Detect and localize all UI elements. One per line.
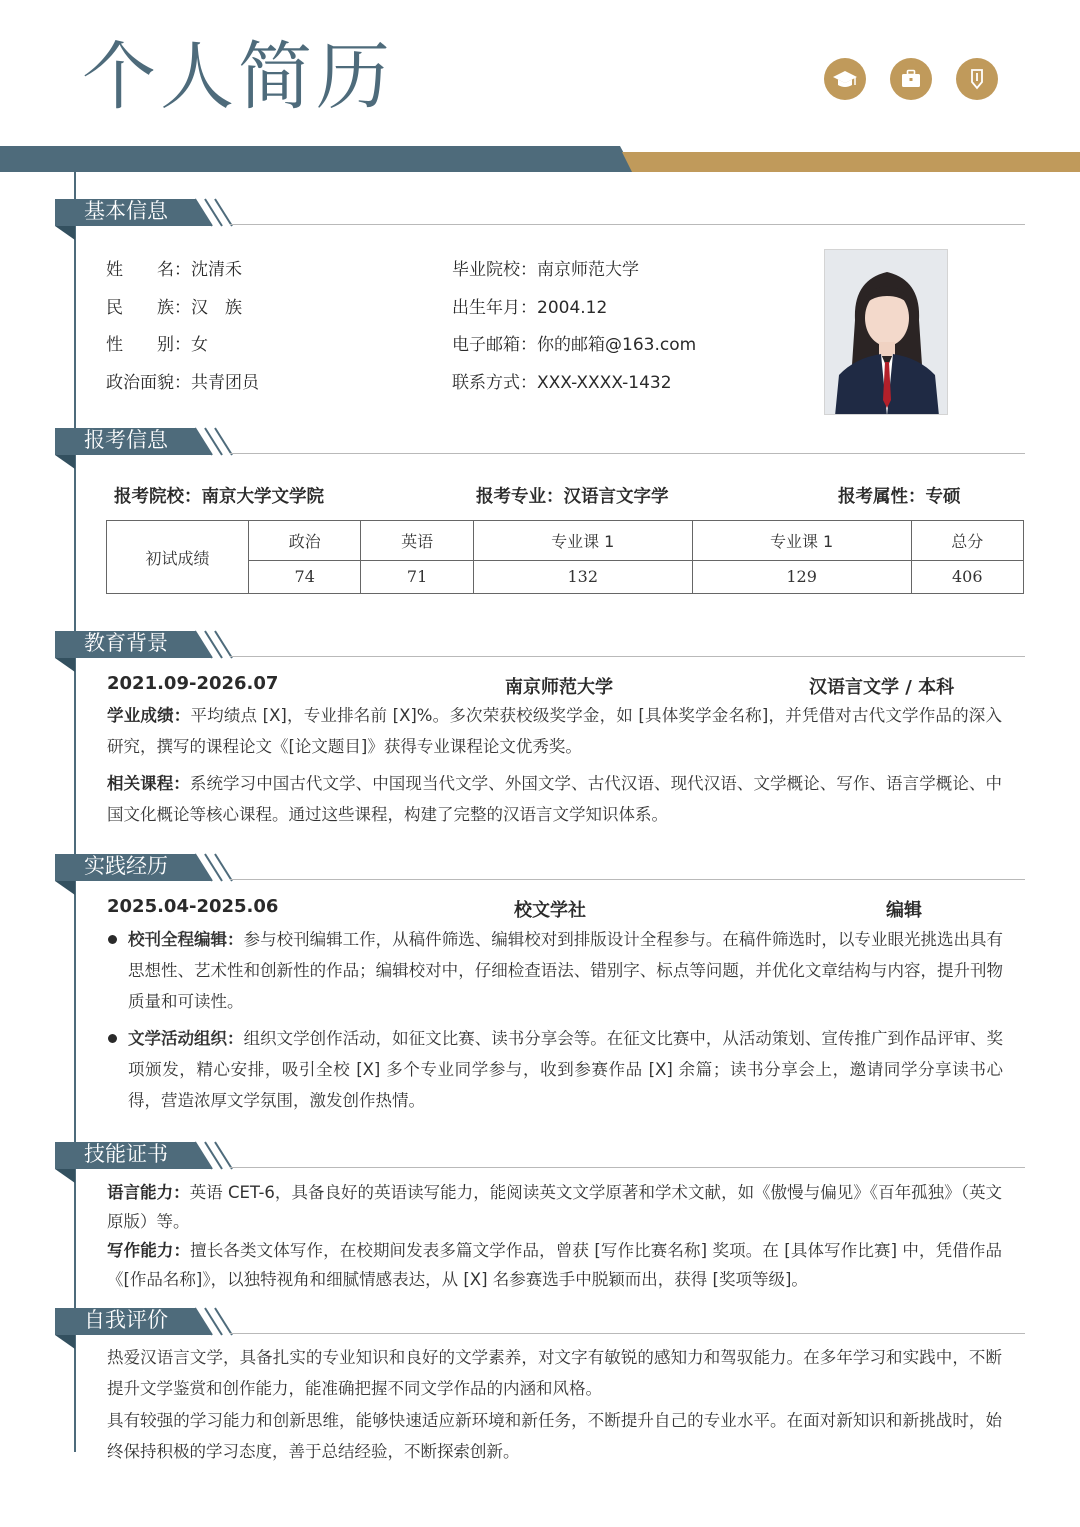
info-label: 毕业院校： xyxy=(452,260,537,280)
para-label: 写作能力： xyxy=(107,1241,191,1260)
profile-photo xyxy=(824,249,948,415)
header-band xyxy=(0,146,1080,172)
score-header: 英语 xyxy=(361,521,473,561)
education-grades xyxy=(107,700,1002,762)
info-value: 汉 族 xyxy=(191,297,242,318)
para-text: 系统学习中国古代文学、中国现当代文学、外国文学、古代汉语、现代汉语、文学概论、写作、语言学概论、中国文化概论等核心课程。通过这些课程，构建了完整的汉语言文学知识体系。 xyxy=(107,774,1003,824)
score-row-label: 初试成绩 xyxy=(107,521,249,594)
section-rule xyxy=(230,879,1025,880)
self-eval-para-1: 热爱汉语言文学，具备扎实的专业知识和良好的文学素养，对文字有敏锐的感知力和驾驭能力。在多年学习和实践中，不断提升文学鉴赏和创作能力，能准确把握不同文学作品的内涵和风格。 xyxy=(107,1348,1002,1398)
score-table xyxy=(106,520,1024,594)
score-header: 专业课 1 xyxy=(473,521,692,561)
para-text: 英语 CET-6，具备良好的英语读写能力，能阅读英文文学原著和学术文献，如《傲慢与偏见》《百年孤独》（英文原版）等。 xyxy=(107,1183,1002,1231)
score-header: 专业课 1 xyxy=(692,521,911,561)
info-value: 共青团员 xyxy=(191,372,259,393)
section-title: 基本信息 xyxy=(84,199,168,223)
graduation-cap-icon xyxy=(824,58,866,100)
section-exam-info xyxy=(55,425,1025,469)
info-row xyxy=(452,365,696,403)
section-skills xyxy=(55,1139,1025,1183)
self-eval-para-2: 具有较强的学习能力和创新思维，能够快速适应新环境和新任务，不断提升自己的专业水平。在面对新知识和新挑战时，始终保持积极的学习态度，善于总结经验，不断探索创新。 xyxy=(107,1411,1002,1461)
info-label: 民 族： xyxy=(106,297,191,318)
education-courses xyxy=(107,768,1002,830)
practice-item xyxy=(108,924,1003,1017)
section-rule xyxy=(230,1167,1025,1168)
info-value: XXX-XXXX-1432 xyxy=(537,372,672,393)
section-rule xyxy=(230,453,1025,454)
info-row xyxy=(106,252,259,290)
practice-item xyxy=(108,1023,1003,1116)
skills-language xyxy=(107,1178,1002,1236)
info-row xyxy=(452,327,696,365)
skills-writing xyxy=(107,1236,1002,1294)
header-icons xyxy=(824,58,998,100)
score-value: 132 xyxy=(473,560,692,593)
info-value: 南京师范大学 xyxy=(537,260,639,280)
section-rule xyxy=(230,224,1025,225)
info-label: 姓 名： xyxy=(106,260,191,280)
briefcase-icon xyxy=(890,58,932,100)
para-text: 组织文学创作活动，如征文比赛、读书分享会等。在征文比赛中，从活动策划、宣传推广到作品评审、奖项颁发，精心安排，吸引全校 [X] 多个专业同学参与，收到参赛作品 [X] 余篇；读书分享会上，邀请同学分享读书心得，营造浓厚文学氛围，激发创作热情。 xyxy=(128,1029,1004,1110)
target-school: 报考院校：南京大学文学院 xyxy=(114,487,324,507)
basic-info-left xyxy=(106,252,259,402)
para-label: 校刊全程编辑： xyxy=(128,930,244,949)
para-label: 相关课程： xyxy=(107,774,190,793)
target-major: 报考专业：汉语言文字学 xyxy=(476,487,669,507)
section-education xyxy=(55,628,1025,672)
info-label: 联系方式： xyxy=(452,372,537,393)
section-title: 实践经历 xyxy=(84,854,168,878)
practice-org: 校文学社 xyxy=(514,900,586,921)
practice-period: 2025.04-2025.06 xyxy=(107,896,279,917)
info-label: 电子邮箱： xyxy=(452,335,537,355)
info-label: 出生年月： xyxy=(452,297,537,318)
info-value: 你的邮箱@163.com xyxy=(537,335,697,355)
section-rule xyxy=(230,656,1025,657)
section-title: 报考信息 xyxy=(84,428,168,452)
score-header: 政治 xyxy=(249,521,361,561)
table-row xyxy=(107,521,1024,561)
info-value: 沈清禾 xyxy=(191,260,242,280)
info-row xyxy=(106,365,259,403)
pen-icon xyxy=(956,58,998,100)
section-rule xyxy=(230,1333,1025,1334)
para-label: 语言能力： xyxy=(107,1183,190,1202)
info-value: 女 xyxy=(191,335,208,355)
basic-info-right xyxy=(452,252,696,402)
score-header: 总分 xyxy=(911,521,1023,561)
info-label: 政治面貌： xyxy=(106,372,191,393)
education-school: 南京师范大学 xyxy=(505,677,613,698)
timeline-line xyxy=(74,172,76,1452)
score-value: 71 xyxy=(361,560,473,593)
para-label: 学业成绩： xyxy=(107,706,191,725)
para-text: 擅长各类文体写作，在校期间发表多篇文学作品，曾获 [写作比赛名称] 奖项。在 [具体写作比赛] 中，凭借作品《[作品名称]》，以独特视角和细腻情感表达，从 [X] 名参赛选手中脱颖而出，获得 [奖项等级]。 xyxy=(107,1241,1002,1289)
section-title: 技能证书 xyxy=(84,1142,168,1166)
section-title: 教育背景 xyxy=(84,631,168,655)
info-row xyxy=(106,290,259,328)
education-major: 汉语言文学 / 本科 xyxy=(809,677,955,698)
section-practice xyxy=(55,851,1025,895)
info-row xyxy=(452,252,696,290)
practice-role: 编辑 xyxy=(886,900,922,921)
page-title: 个人简历 xyxy=(82,34,394,120)
score-value: 406 xyxy=(911,560,1023,593)
para-text: 平均绩点 [X]，专业排名前 [X]%。多次荣获校级奖学金，如 [具体奖学金名称]，并凭借对古代文学作品的深入研究，撰写的课程论文《[论文题目]》获得专业课程论文优秀奖。 xyxy=(107,706,1002,756)
score-value: 74 xyxy=(249,560,361,593)
para-text: 参与校刊编辑工作，从稿件筛选、编辑校对到排版设计全程参与。在稿件筛选时，以专业眼光挑选出具有思想性、艺术性和创新性的作品；编辑校对中，仔细检查语法、错别字、标点等问题，并优化文章结构与内容，提升刊物质量和可读性。 xyxy=(128,930,1004,1011)
info-row xyxy=(106,327,259,365)
info-label: 性 别： xyxy=(106,335,191,355)
score-value: 129 xyxy=(692,560,911,593)
info-row xyxy=(452,290,696,328)
info-value: 2004.12 xyxy=(537,297,608,318)
education-period: 2021.09-2026.07 xyxy=(107,673,279,694)
target-type: 报考属性：专硕 xyxy=(838,487,961,507)
para-label: 文学活动组织： xyxy=(128,1029,244,1048)
section-title: 自我评价 xyxy=(84,1308,168,1332)
section-basic-info xyxy=(55,196,1025,240)
